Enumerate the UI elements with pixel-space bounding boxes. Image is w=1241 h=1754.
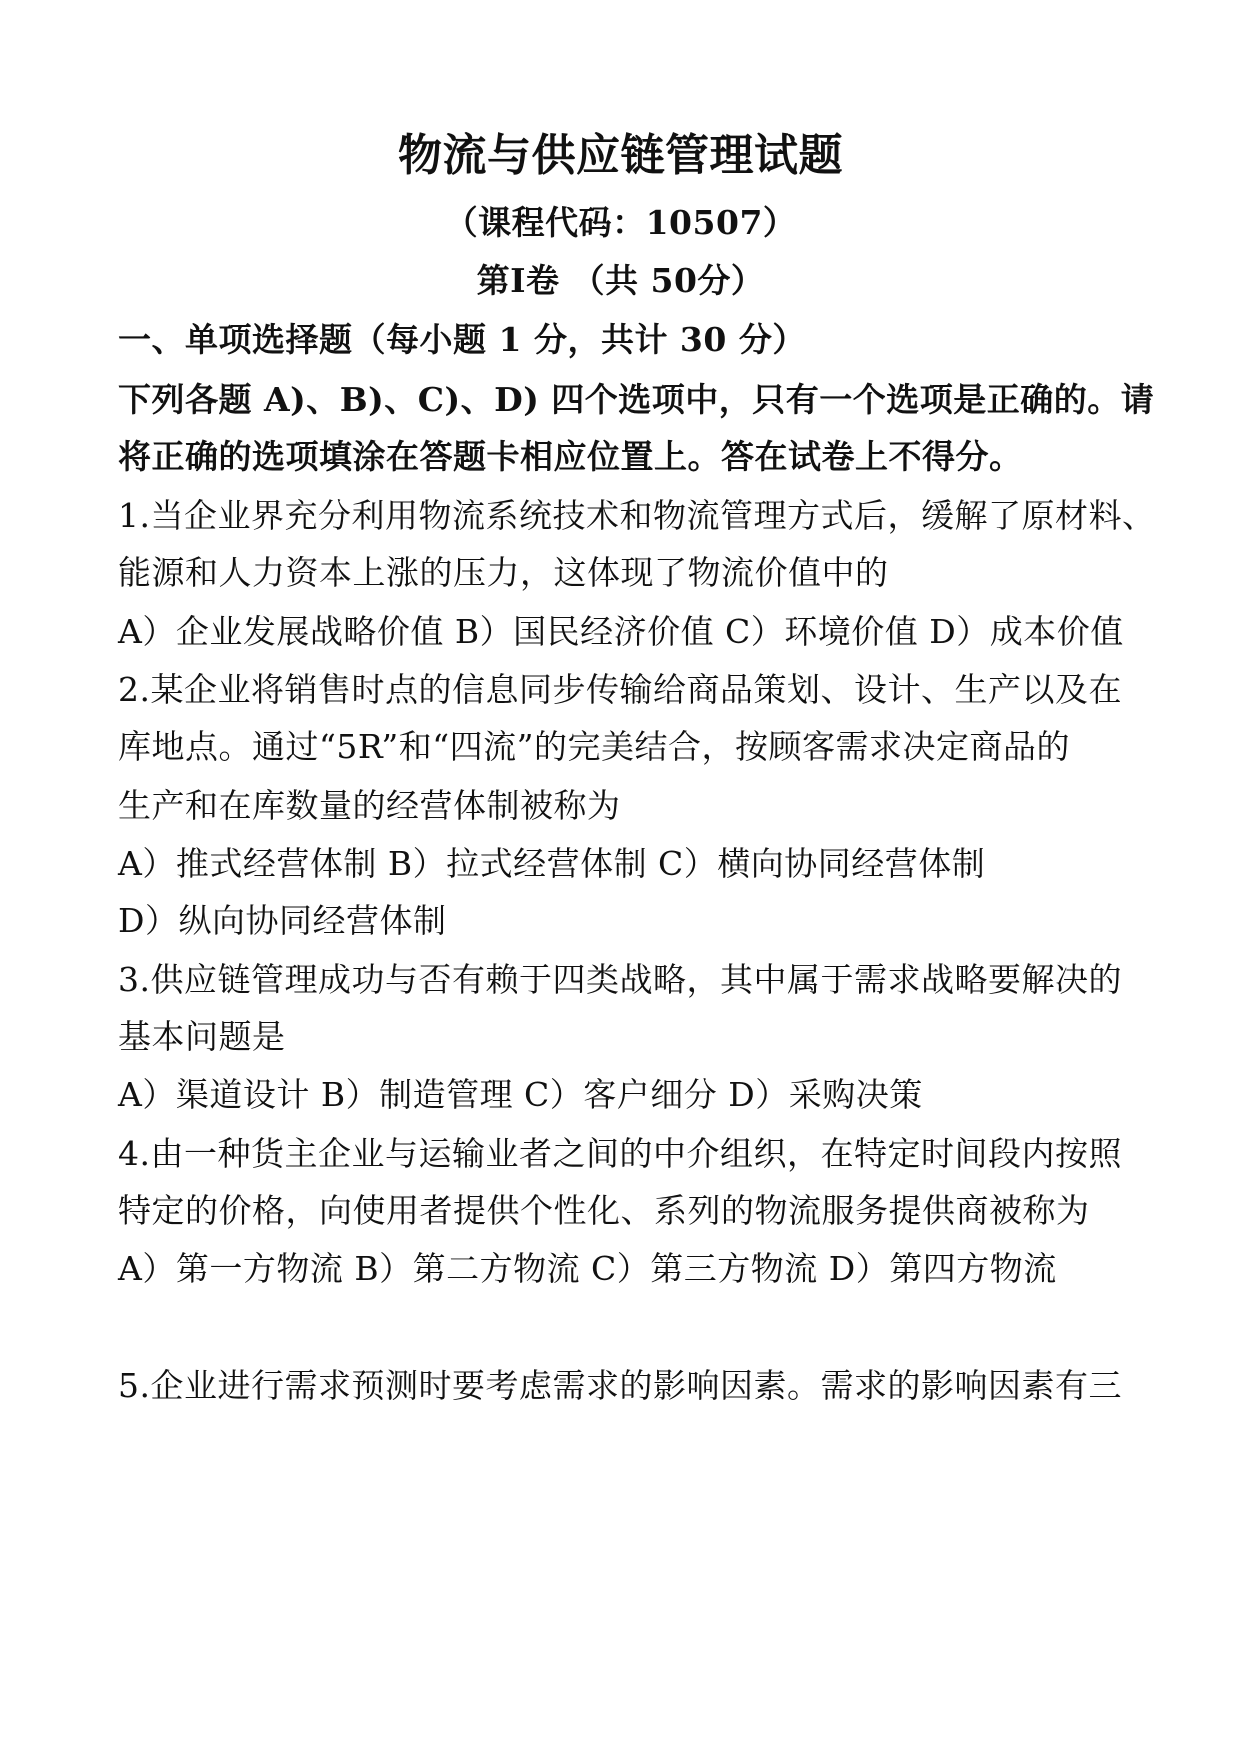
question-stem: 3.供应链管理成功与否有赖于四类战略，其中属于需求战略要解决的 [118, 960, 1122, 999]
question-options: D）纵向协同经营体制 [118, 901, 447, 940]
question-stem: 5.企业进行需求预测时要考虑需求的影响因素。需求的影响因素有三 [118, 1366, 1122, 1405]
question-stem: 2.某企业将销售时点的信息同步传输给商品策划、设计、生产以及在 [118, 670, 1122, 709]
question-stem: 能源和人力资本上涨的压力，这体现了物流价值中的 [118, 553, 889, 592]
question-options: A）企业发展战略价值 B）国民经济价值 C）环境价值 D）成本价值 [118, 612, 1124, 651]
section-heading: 一、单项选择题（每小题 1 分，共计 30 分） [118, 320, 806, 359]
course-code: （课程代码：10507） [444, 203, 797, 242]
question-stem: 4.由一种货主企业与运输业者之间的中介组织，在特定时间段内按照 [118, 1134, 1122, 1173]
question-options: A）推式经营体制 B）拉式经营体制 C）横向协同经营体制 [118, 844, 986, 883]
volume-label: 第Ⅰ卷 （共 50分） [476, 261, 765, 300]
question-stem: 1.当企业界充分利用物流系统技术和物流管理方式后，缓解了原材料、 [118, 496, 1156, 535]
instruction-line: 下列各题 A)、B)、C)、D) 四个选项中，只有一个选项是正确的。请 [118, 380, 1155, 419]
question-options: A）第一方物流 B）第二方物流 C）第三方物流 D）第四方物流 [118, 1249, 1057, 1288]
question-stem: 库地点。通过“5R”和“四流”的完美结合，按顾客需求决定商品的 [118, 727, 1071, 766]
page-title: 物流与供应链管理试题 [398, 130, 843, 181]
question-stem: 基本问题是 [118, 1017, 286, 1056]
question-options: A）渠道设计 B）制造管理 C）客户细分 D）采购决策 [118, 1075, 923, 1114]
question-stem: 生产和在库数量的经营体制被称为 [118, 786, 621, 825]
question-stem: 特定的价格，向使用者提供个性化、系列的物流服务提供商被称为 [118, 1191, 1090, 1230]
instruction-line: 将正确的选项填涂在答题卡相应位置上。答在试卷上不得分。 [118, 437, 1023, 476]
